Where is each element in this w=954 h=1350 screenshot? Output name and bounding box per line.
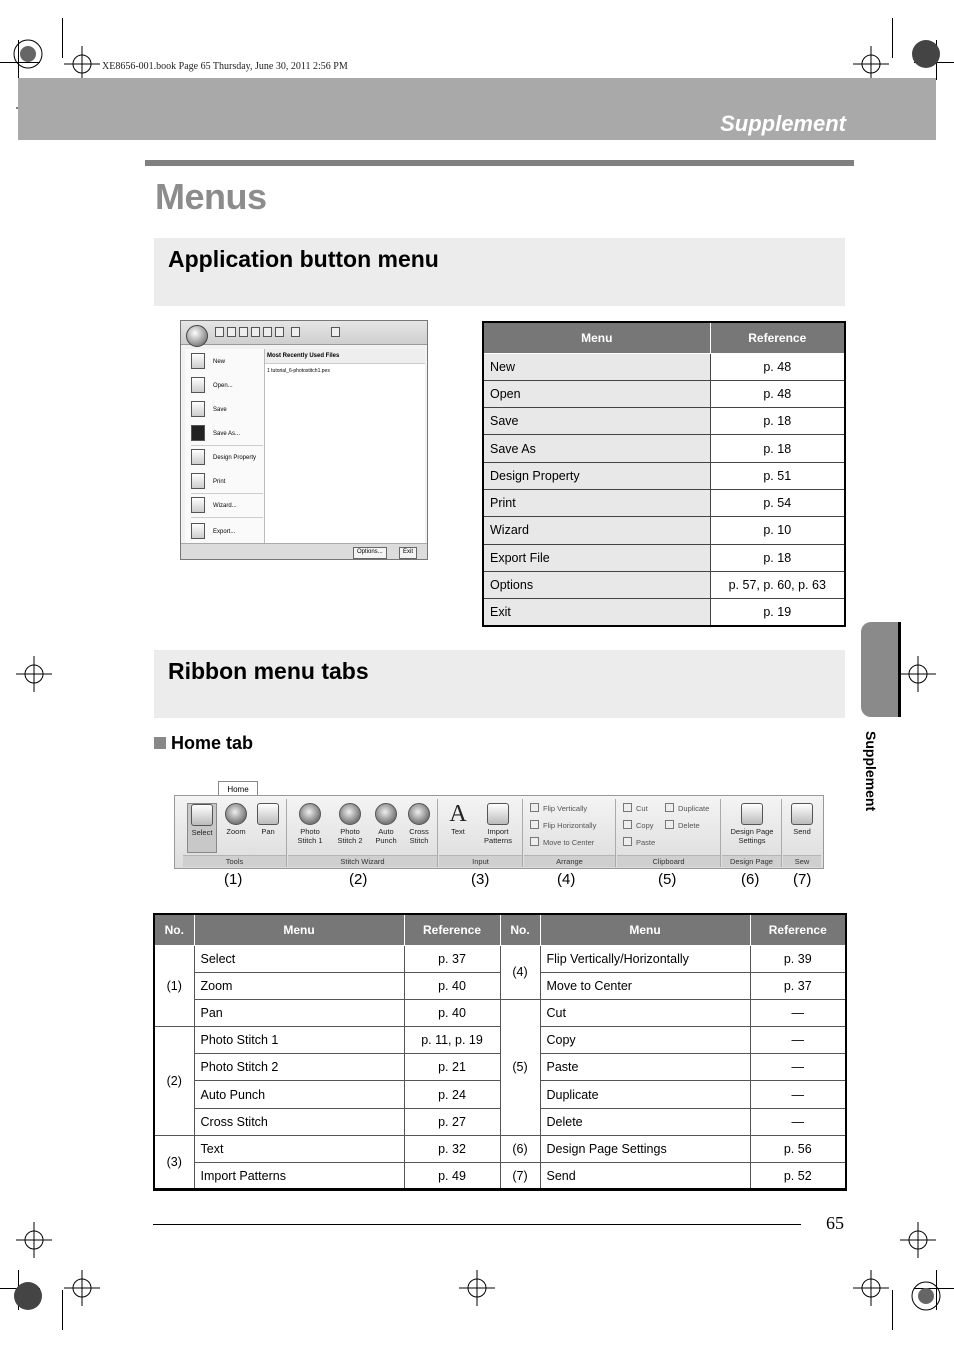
registration-mark-icon <box>906 1276 946 1316</box>
flip-horizontal-icon <box>530 820 539 829</box>
delete-icon <box>665 820 674 829</box>
zoom-icon <box>291 327 300 337</box>
section-title: Application button menu <box>168 246 439 272</box>
col-header-menu: Menu <box>483 322 710 353</box>
design-page-icon <box>741 803 763 825</box>
app-menu-item-open[interactable]: Open... <box>189 375 265 397</box>
print-icon <box>191 473 205 489</box>
app-menu-item-print[interactable]: Print <box>189 471 265 493</box>
portrait-icon <box>299 803 321 825</box>
ribbon-group-arrange: Flip Vertically Flip Horizontally Move to Center Arrange <box>524 799 616 867</box>
registration-mark-icon <box>898 1220 938 1260</box>
save-icon <box>191 401 205 417</box>
app-menu-screenshot <box>180 320 428 560</box>
ribbon-group-design-page: Design Page Settings Design Page <box>722 799 782 867</box>
app-menu-table <box>482 321 846 627</box>
app-menu-items <box>185 349 265 543</box>
chapter-tab-label: Supplement <box>863 731 879 812</box>
apple-icon <box>375 803 397 825</box>
registration-mark-icon <box>898 654 938 694</box>
ribbon-group-sew: Send Sew <box>783 799 821 867</box>
col-header-reference: Reference <box>404 914 500 945</box>
property-icon <box>191 449 205 465</box>
undo-icon <box>263 327 272 337</box>
table-row: Auto Punch p. 24 Duplicate — <box>154 1081 846 1108</box>
portrait-icon <box>339 803 361 825</box>
table-row: Print p. 54 <box>483 489 845 516</box>
col-header-reference: Reference <box>710 322 845 353</box>
registration-mark-icon <box>14 1220 54 1260</box>
banner-title: Supplement <box>720 111 846 136</box>
duplicate-icon <box>665 803 674 812</box>
send-icon <box>791 803 813 825</box>
table-row: Zoom p. 40 Move to Center p. 37 <box>154 972 846 999</box>
cross-stitch-icon <box>408 803 430 825</box>
col-header-no: No. <box>154 914 194 945</box>
section-title: Ribbon menu tabs <box>168 658 369 684</box>
ribbon-group-tools: Select Zoom Pan Tools <box>183 799 287 867</box>
import-patterns-button[interactable]: Import Patterns <box>475 803 521 845</box>
copy-icon <box>623 820 632 829</box>
flip-vertical-icon <box>530 803 539 812</box>
app-menu-item-new[interactable]: New <box>189 351 265 373</box>
copy-button[interactable]: Copy <box>623 819 654 833</box>
redo-icon <box>275 327 284 337</box>
options-button[interactable]: Options... <box>353 547 387 559</box>
registration-mark-icon <box>8 34 48 74</box>
magnifier-icon <box>225 803 247 825</box>
move-to-center-button[interactable]: Move to Center <box>530 836 594 850</box>
registration-mark-icon <box>906 34 946 74</box>
col-header-no: No. <box>500 914 540 945</box>
table-row: Import Patterns p. 49 (7) Send p. 52 <box>154 1163 846 1190</box>
table-row: Open p. 48 <box>483 380 845 407</box>
export-icon <box>191 523 205 539</box>
mru-item[interactable]: 1 tutorial_6-photostitch1.pes <box>267 368 330 374</box>
hand-icon <box>257 803 279 825</box>
registration-mark-icon <box>14 654 54 694</box>
ribbon-home <box>174 795 824 869</box>
cursor-icon <box>191 804 213 826</box>
app-menu-footer <box>181 543 428 560</box>
save-icon <box>239 327 248 337</box>
registration-mark-icon <box>8 1276 48 1316</box>
customize-icon <box>331 327 340 337</box>
col-header-reference: Reference <box>750 914 846 945</box>
callout-label: (7) <box>793 871 812 888</box>
registration-mark-icon <box>457 1268 497 1308</box>
home-tab-table <box>153 913 847 1191</box>
ribbon-group-input: A Text Import Patterns Input <box>439 799 523 867</box>
auto-punch-button[interactable]: Auto Punch <box>370 803 402 845</box>
table-row: Design Property p. 51 <box>483 462 845 489</box>
col-header-menu: Menu <box>540 914 750 945</box>
mru-panel <box>265 349 425 543</box>
cut-button[interactable]: Cut <box>623 802 648 816</box>
new-file-icon <box>191 353 205 369</box>
delete-button[interactable]: Delete <box>665 819 700 833</box>
footer-rule <box>153 1224 801 1225</box>
photo-stitch-1-button[interactable]: Photo Stitch 1 <box>290 803 330 845</box>
wizard-icon <box>191 497 205 513</box>
callout-label: (6) <box>741 871 760 888</box>
pan-button[interactable]: Pan <box>253 803 283 836</box>
quick-access-toolbar <box>181 321 428 345</box>
table-row: Photo Stitch 2 p. 21 Paste — <box>154 1054 846 1081</box>
square-bullet-icon <box>154 737 166 749</box>
flip-vertically-button[interactable]: Flip Vertically <box>530 802 587 816</box>
col-header-menu: Menu <box>194 914 404 945</box>
table-row: Options p. 57, p. 60, p. 63 <box>483 571 845 598</box>
table-row: Save p. 18 <box>483 408 845 435</box>
select-button[interactable]: Select <box>187 803 217 853</box>
letter-a-icon: A <box>449 801 467 827</box>
import-icon <box>487 803 509 825</box>
app-menu-item-design-property[interactable]: Design Property <box>189 447 265 469</box>
mru-header: Most Recently Used Files <box>265 349 425 364</box>
tab-home[interactable]: Home <box>218 781 258 797</box>
file-info: XE8656-001.book Page 65 Thursday, June 30, 2011 2:56 PM <box>102 61 348 72</box>
table-row: Export File p. 18 <box>483 544 845 571</box>
table-row: Pan p. 40 (5) Cut — <box>154 999 846 1026</box>
new-icon <box>215 327 224 337</box>
text-button[interactable]: A Text <box>443 803 473 836</box>
open-folder-icon <box>191 377 205 393</box>
scissors-icon <box>623 803 632 812</box>
duplicate-button[interactable]: Duplicate <box>665 802 709 816</box>
flip-horizontally-button[interactable]: Flip Horizontally <box>530 819 596 833</box>
table-row: New p. 48 <box>483 353 845 380</box>
table-row: Cross Stitch p. 27 Delete — <box>154 1108 846 1135</box>
exit-button[interactable]: Exit <box>399 547 417 559</box>
cross-stitch-button[interactable]: Cross Stitch <box>402 803 436 845</box>
photo-stitch-2-button[interactable]: Photo Stitch 2 <box>330 803 370 845</box>
table-row: (3) Text p. 32 (6) Design Page Settings p. 56 <box>154 1135 846 1162</box>
registration-mark-icon <box>851 1268 891 1308</box>
table-row: (2) Photo Stitch 1 p. 11, p. 19 Copy — <box>154 1027 846 1054</box>
page-title: Menus <box>155 176 267 217</box>
page-number: 65 <box>826 1213 844 1233</box>
registration-mark-icon <box>62 1268 102 1308</box>
callout-label: (1) <box>224 871 243 888</box>
app-menu-item-export[interactable]: Export... <box>189 521 265 543</box>
paste-icon <box>623 837 632 846</box>
app-menu-item-save[interactable]: Save <box>189 399 265 421</box>
table-row: Save As p. 18 <box>483 435 845 462</box>
save-as-icon <box>191 425 205 441</box>
paste-button[interactable]: Paste <box>623 836 655 850</box>
application-button[interactable] <box>186 325 208 347</box>
callout-label: (5) <box>658 871 677 888</box>
callout-label: (2) <box>349 871 368 888</box>
send-button[interactable]: Send <box>787 803 817 836</box>
ribbon-group-stitch-wizard: Photo Stitch 1 Photo Stitch 2 Auto Punch Cross Stitch Stitch Wizard <box>288 799 438 867</box>
table-row: Exit p. 19 <box>483 599 845 626</box>
print-icon <box>251 327 260 337</box>
ribbon-group-clipboard: Cut Copy Paste Duplicate Delete Clipboard <box>617 799 721 867</box>
open-icon <box>227 327 236 337</box>
design-page-settings-button[interactable]: Design Page Settings <box>724 803 780 845</box>
callout-label: (3) <box>471 871 490 888</box>
home-tab-heading: Home tab <box>154 733 253 754</box>
table-row: Wizard p. 10 <box>483 517 845 544</box>
app-menu-item-wizard[interactable]: Wizard... <box>189 495 265 517</box>
table-row: (1) Select p. 37 (4) Flip Vertically/Horizontally p. 39 <box>154 945 846 972</box>
zoom-button[interactable]: Zoom <box>221 803 251 836</box>
move-center-icon <box>530 837 539 846</box>
chapter-tab <box>861 622 901 717</box>
title-rule <box>145 160 854 166</box>
app-menu-item-save-as[interactable]: Save As... <box>189 423 265 445</box>
callout-label: (4) <box>557 871 576 888</box>
